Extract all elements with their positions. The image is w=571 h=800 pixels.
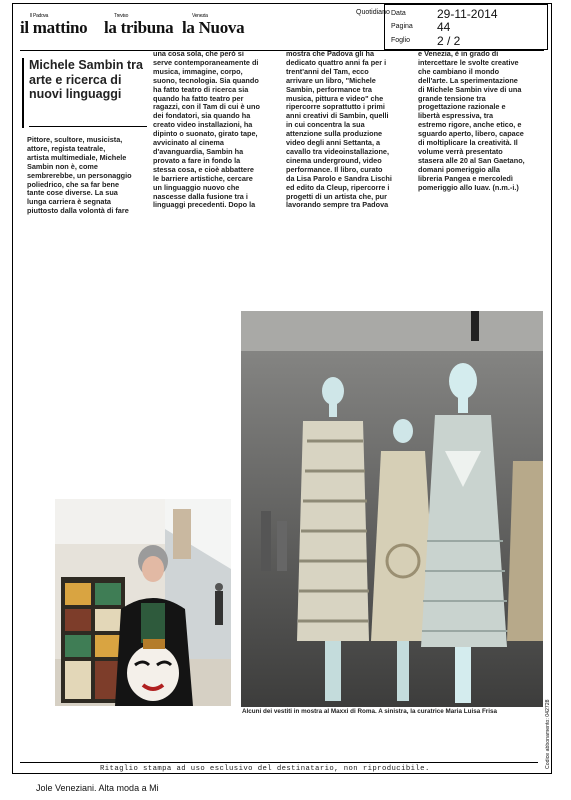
document-footer-title: Jole Veneziani. Alta moda a Mi: [36, 783, 159, 793]
curator-photo: [55, 499, 231, 706]
article-headline: Michele Sambin tra arte e ricerca di nuovi linguaggi: [29, 58, 143, 101]
meta-sheet: [391, 34, 541, 48]
article-column-4: [418, 50, 540, 193]
meta-page-label: Pagina: [391, 23, 413, 30]
article-column-2-text: una cosa sola, che però si serve contemporaneamente di musica, immagine, corpo, suono, tecnologia. Sia quando ha fatto teatro di ricerca sia quando ha fatto teatro per ragazzi, con il Tam di cui è uno dei fondatori, sia quando ha creato video installazioni, ha dipinto o suonato, girato tape, avvicinato al cinema d'avanguardia, Sambin ha provato a fare in fondo la stessa cosa, e cioè abbattere le barriere artistiche, cercare un linguaggio nuovo che nascesse dalla fusione tra i linguaggi precedenti. Dopo la: [153, 49, 260, 210]
article-column-1: [27, 136, 147, 216]
article-column-4-text: e Venezia, è in grado di intercettare le svolte creative che cambiano il mondo dell'arte. La sperimentazione di Michele Sambin vive di una grande tensione tra progettazione razionale e libertà espressiva, tra estremo rigore, anche etico, e sguardo aperto, libero, capace di moltiplicare la creatività. Il volume verrà presentato stasera alle 20 al San Gaetano, domani pomeriggio alla libreria Pangea e mercoledì pomeriggio allo Iuav. (n.m.-i.): [418, 49, 525, 192]
meta-sheet-label: Foglio: [391, 37, 411, 44]
logo-il-mattino-text: il mattino: [20, 18, 88, 37]
logo-la-nuova-text: la Nuova: [182, 18, 245, 37]
meta-sheet-value: 2 / 2: [437, 34, 461, 48]
article-headline-box: [22, 58, 146, 128]
meta-page-value: 44: [437, 20, 451, 34]
logo-la-nuova: [182, 13, 245, 38]
headline-divider: [29, 126, 147, 127]
subscription-code: [540, 642, 552, 772]
publication-kind: Quotidiano: [356, 9, 390, 16]
footer-divider: [20, 762, 538, 763]
logo-il-mattino: [20, 13, 88, 38]
article-column-3: [286, 50, 400, 210]
meta-date-label: Data: [391, 10, 406, 17]
exhibition-dresses-photo: [241, 311, 543, 707]
logo-la-nuova-small: Venezia: [192, 13, 208, 19]
clipping-meta-box: [384, 4, 548, 50]
logo-la-tribuna-text: la tribuna: [104, 18, 174, 37]
meta-date: [391, 7, 541, 21]
logo-la-tribuna-small: Treviso: [114, 13, 129, 19]
subscription-code-text: Codice abbonamento: 042728: [545, 699, 551, 769]
meta-page: [391, 20, 541, 34]
newspaper-masthead: [20, 12, 350, 42]
article-column-1-text: Pittore, scultore, musicista, attore, regista teatrale, artista multimediale, Michele Sambin non è, come sembrerebbe, un personaggio poliedrico, che sa far bene tante cose diverse. La sua lunga carriera è segnata piuttosto dalla volontà di fare: [27, 135, 132, 216]
logo-la-tribuna: [104, 13, 174, 38]
meta-date-value: 29-11-2014: [437, 7, 498, 21]
photo-caption: Alcuni dei vestiti in mostra al Maxxi di Roma. A sinistra, la curatrice Maria Luisa Frisa: [242, 708, 497, 715]
article-column-2: [153, 50, 265, 210]
article-column-3-text: mostra che Padova gli ha dedicato quattro anni fa per i trent'anni del Tam, ecco arrivare un libro, "Michele Sambin, performance tra musica, pittura e video" che ripercorre soprattutto i primi anni creativi di Sambin, quelli in cui concentra la sua attenzione sulla produzione video degli anni Settanta, a cavallo tra videoinstallazione, cinema underground, video performance. Il libro, curato da Lisa Parolo e Sandra Lischi ed edito da Cleup, ripercorre i progetti di un artista che, pur lavorando sempre tra Padova: [286, 49, 392, 210]
reproduction-disclaimer: Ritaglio stampa ad uso esclusivo del destinatario, non riproducibile.: [100, 765, 430, 773]
logo-il-mattino-small: Il Padova: [30, 13, 49, 19]
